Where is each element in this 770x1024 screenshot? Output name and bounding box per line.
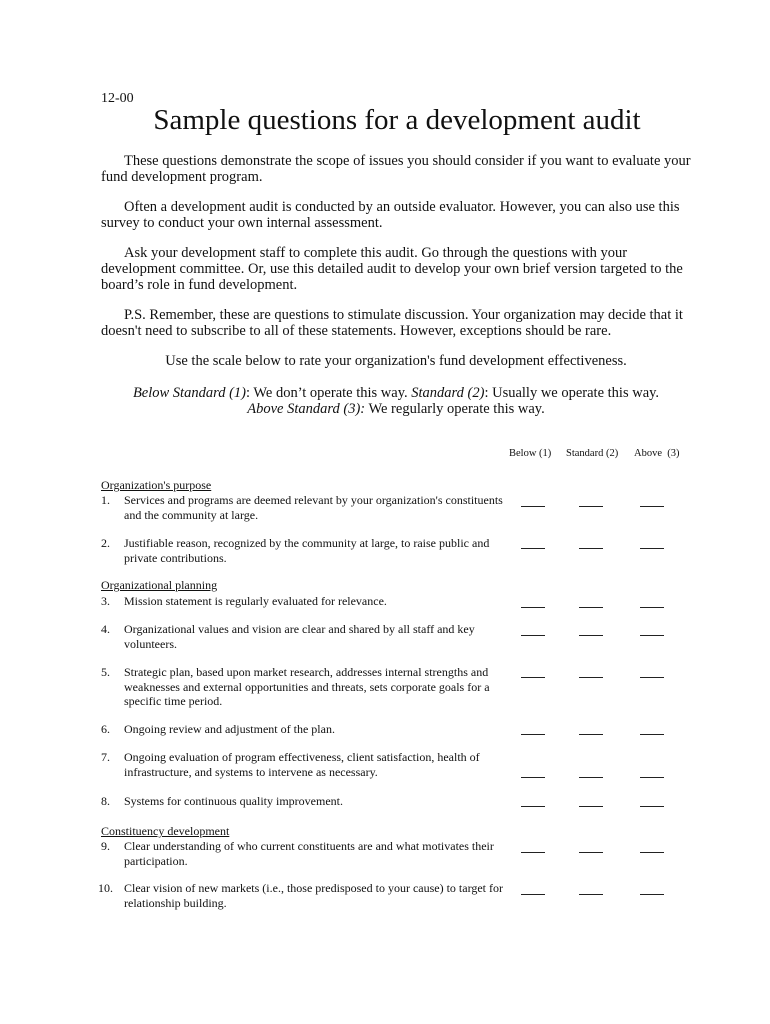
- question-item: [101, 665, 506, 709]
- rating-blank-above[interactable]: [640, 806, 664, 807]
- rating-blank-above[interactable]: [640, 852, 664, 853]
- rating-blank-below[interactable]: [521, 506, 545, 507]
- rating-blank-below[interactable]: [521, 806, 545, 807]
- rating-blank-below[interactable]: [521, 548, 545, 549]
- question-item: [101, 536, 506, 565]
- rating-blank-below[interactable]: [521, 894, 545, 895]
- question-item: [101, 493, 506, 522]
- question-number: 2.: [101, 536, 110, 550]
- column-header-above: Above (3): [634, 448, 680, 459]
- question-number: 6.: [101, 722, 110, 736]
- question-text: Mission statement is regularly evaluated for relevance.: [124, 594, 387, 608]
- standard-label: Standard (2): [411, 385, 485, 401]
- column-header-below: Below (1): [509, 448, 552, 459]
- rating-blank-above[interactable]: [640, 894, 664, 895]
- rating-blank-below[interactable]: [521, 635, 545, 636]
- question-number: 9.: [101, 839, 110, 853]
- question-text: Ongoing review and adjustment of the plan.: [124, 722, 335, 736]
- rating-blank-standard[interactable]: [579, 635, 603, 636]
- above-standard-label: Above Standard (3):: [247, 401, 366, 417]
- rating-blank-standard[interactable]: [579, 777, 603, 778]
- question-text: Clear vision of new markets (i.e., those predisposed to your cause) to target for relationship building.: [124, 881, 504, 910]
- rating-blank-above[interactable]: [640, 677, 664, 678]
- rating-blank-below[interactable]: [521, 852, 545, 853]
- rating-blank-below[interactable]: [521, 607, 545, 608]
- question-item: [101, 622, 506, 651]
- rating-blank-standard[interactable]: [579, 677, 603, 678]
- scale-instruction: Use the scale below to rate your organization's fund development effectiveness.: [165, 353, 627, 369]
- question-text: Ongoing evaluation of program effectiveness, client satisfaction, health of infrastructure, and systems to intervene as necessary.: [124, 750, 480, 779]
- rating-blank-above[interactable]: [640, 777, 664, 778]
- document-code: 12-00: [101, 91, 134, 106]
- question-item: [101, 750, 506, 779]
- intro-paragraph: These questions demonstrate the scope of issues you should consider if you want to evaluate your fund development program.: [101, 153, 691, 185]
- intro-paragraph: Ask your development staff to complete this audit. Go through the questions with your development committee. Or, use this detailed audit to develop your own brief version targeted to the board’s role in fund development.: [101, 245, 683, 293]
- section-title-organizations-purpose: Organization's purpose: [101, 478, 212, 492]
- question-item: [101, 839, 506, 868]
- rating-blank-standard[interactable]: [579, 607, 603, 608]
- intro-paragraph: P.S. Remember, these are questions to stimulate discussion. Your organization may decide that it doesn't need to subscribe to all of these statements. However, exceptions should be rare.: [101, 307, 683, 339]
- above-standard-text: We regularly operate this way.: [365, 401, 545, 417]
- question-text: Justifiable reason, recognized by the community at large, to raise public and private contributions.: [124, 536, 490, 565]
- question-number: 7.: [101, 750, 110, 764]
- question-item: [101, 594, 506, 609]
- scale-definitions: [101, 385, 691, 417]
- page-title: Sample questions for a development audit: [153, 104, 641, 136]
- rating-blank-above[interactable]: [640, 635, 664, 636]
- rating-blank-above[interactable]: [640, 506, 664, 507]
- standard-text: : Usually we operate this way.: [484, 385, 660, 401]
- column-header-standard: Standard (2): [566, 448, 619, 459]
- section-title-constituency-development: Constituency development: [101, 824, 230, 838]
- below-standard-label: Below Standard (1): [132, 385, 246, 401]
- rating-blank-below[interactable]: [521, 734, 545, 735]
- question-text: Strategic plan, based upon market research, addresses internal strengths and weaknesses and external opportunities and threats, sets corporate goals for a specific time period.: [124, 665, 490, 708]
- question-number: 4.: [101, 622, 110, 636]
- question-item: [101, 794, 506, 809]
- rating-blank-above[interactable]: [640, 548, 664, 549]
- rating-blank-standard[interactable]: [579, 894, 603, 895]
- rating-blank-standard[interactable]: [579, 548, 603, 549]
- intro-text: [101, 153, 691, 383]
- question-number: 8.: [101, 794, 110, 808]
- question-text: Systems for continuous quality improvement.: [124, 794, 343, 808]
- question-item: [98, 881, 506, 910]
- question-item: [101, 722, 506, 737]
- rating-blank-above[interactable]: [640, 734, 664, 735]
- question-text: Services and programs are deemed relevant by your organization's constituents and the community at large.: [124, 493, 503, 522]
- question-number: 10.: [98, 881, 113, 895]
- question-text: Organizational values and vision are clear and shared by all staff and key volunteers.: [124, 622, 475, 651]
- rating-blank-standard[interactable]: [579, 734, 603, 735]
- question-text: Clear understanding of who current constituents are and what motivates their participation.: [124, 839, 494, 868]
- intro-paragraph: Often a development audit is conducted by an outside evaluator. However, you can also use this survey to conduct your own internal assessment.: [101, 199, 680, 231]
- rating-blank-standard[interactable]: [579, 806, 603, 807]
- section-title-organizational-planning: Organizational planning: [101, 578, 218, 592]
- rating-blank-standard[interactable]: [579, 852, 603, 853]
- rating-blank-above[interactable]: [640, 607, 664, 608]
- question-number: 5.: [101, 665, 110, 679]
- rating-blank-below[interactable]: [521, 777, 545, 778]
- question-number: 3.: [101, 594, 110, 608]
- below-standard-text: : We don’t operate this way.: [245, 385, 412, 401]
- question-number: 1.: [101, 493, 110, 507]
- rating-blank-standard[interactable]: [579, 506, 603, 507]
- rating-blank-below[interactable]: [521, 677, 545, 678]
